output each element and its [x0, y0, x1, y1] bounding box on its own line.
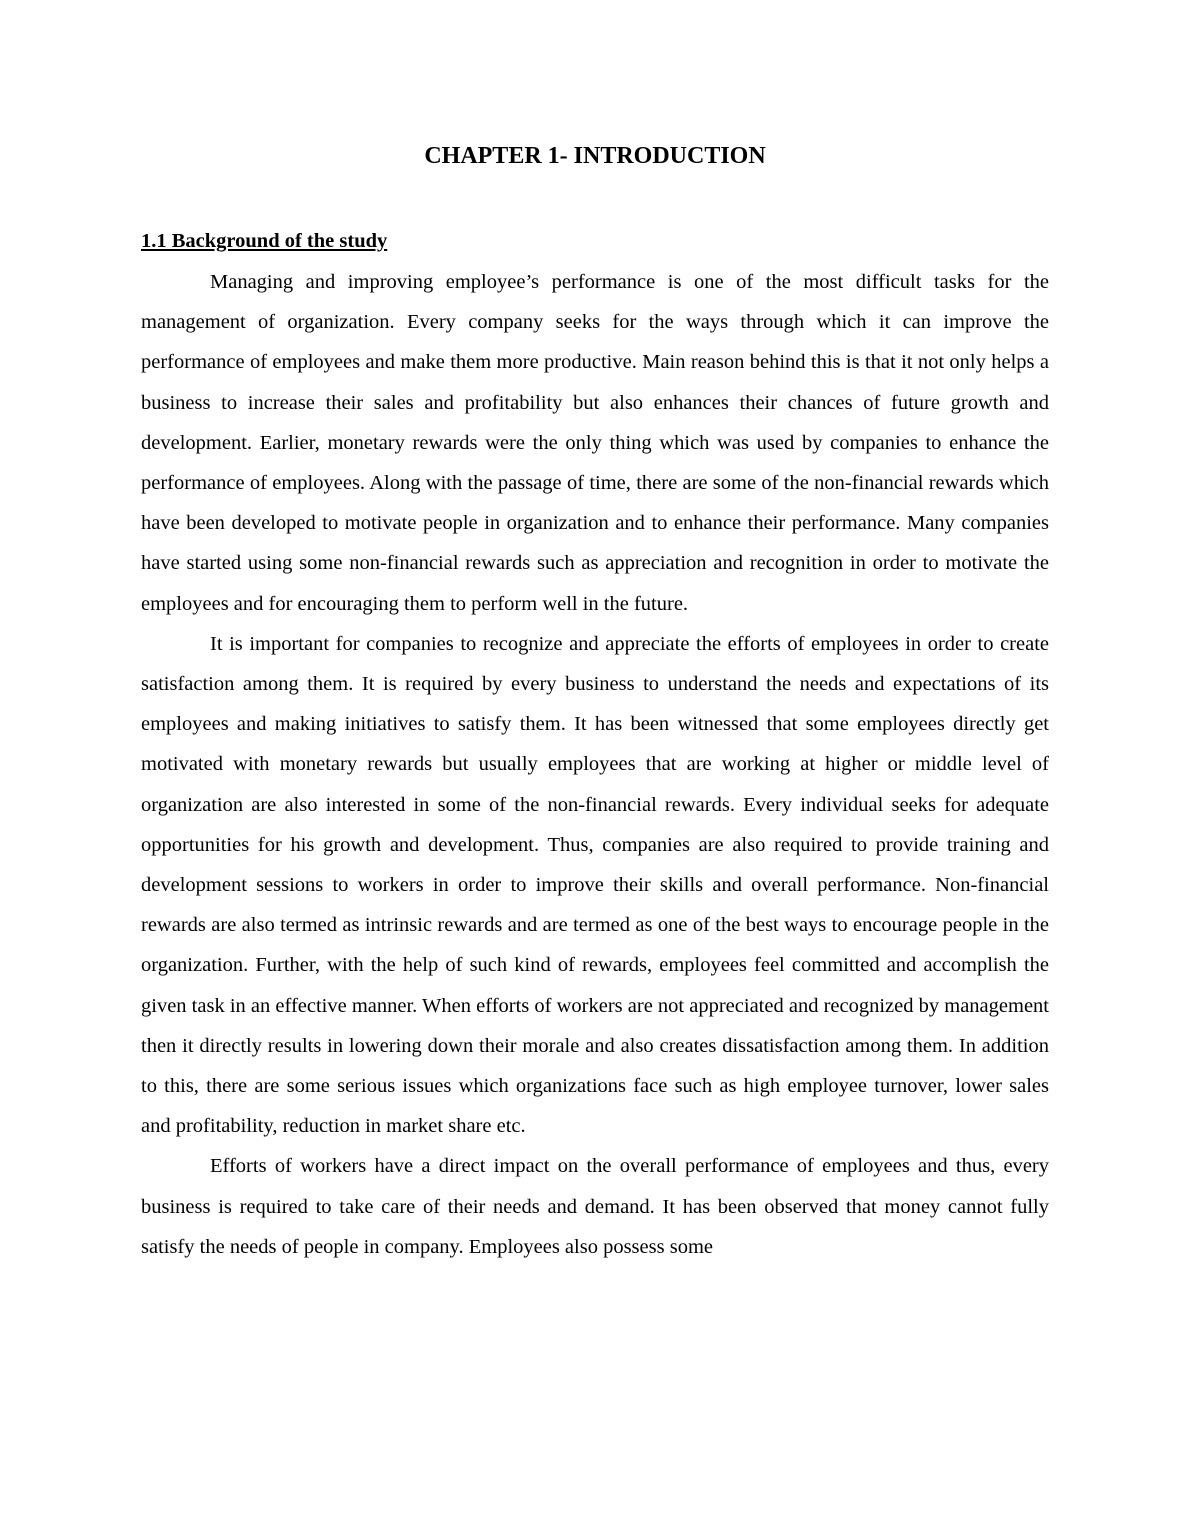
chapter-title: CHAPTER 1- INTRODUCTION: [424, 143, 766, 169]
paragraph-1: Managing and improving employee’s performance is one of the most difficult tasks for the management of organization. Every company seeks for the ways through which it can improve the performance of employees and make them more productive. Main reason behind this is that it not only helps a business to increase their sales and profitability but also enhances their chances of future growth and development. Earlier, monetary rewards were the only thing which was used by companies to enhance the performance of employees. Along with the passage of time, there are some of the non-financial rewards which have been developed to motivate people in organization and to enhance their performance. Many companies have started using some non-financial rewards such as appreciation and recognition in order to motivate the employees and for encouraging them to perform well in the future.: [141, 271, 1049, 615]
body-text: [141, 262, 1049, 1267]
section-heading: 1.1 Background of the study: [141, 230, 388, 252]
paragraph-2: It is important for companies to recognize and appreciate the efforts of employees in order to create satisfaction among them. It is required by every business to understand the needs and expectations of its employees and making initiatives to satisfy them. It has been witnessed that some employees directly get motivated with monetary rewards but usually employees that are working at higher or middle level of organization are also interested in some of the non-financial rewards. Every individual seeks for adequate opportunities for his growth and development. Thus, companies are also required to provide training and development sessions to workers in order to improve their skills and overall performance. Non-financial rewards are also termed as intrinsic rewards and are termed as one of the best ways to encourage people in the organization. Further, with the help of such kind of rewards, employees feel committed and accomplish the given task in an effective manner. When efforts of workers are not appreciated and recognized by management then it directly results in lowering down their morale and also creates dissatisfaction among them. In addition to this, there are some serious issues which organizations face such as high employee turnover, lower sales and profitability, reduction in market share etc.: [141, 632, 1049, 1138]
paragraph-3: Efforts of workers have a direct impact on the overall performance of employees and thus, every business is required to take care of their needs and demand. It has been observed that money cannot fully satisfy the needs of people in company. Employees also possess some: [141, 1155, 1049, 1258]
